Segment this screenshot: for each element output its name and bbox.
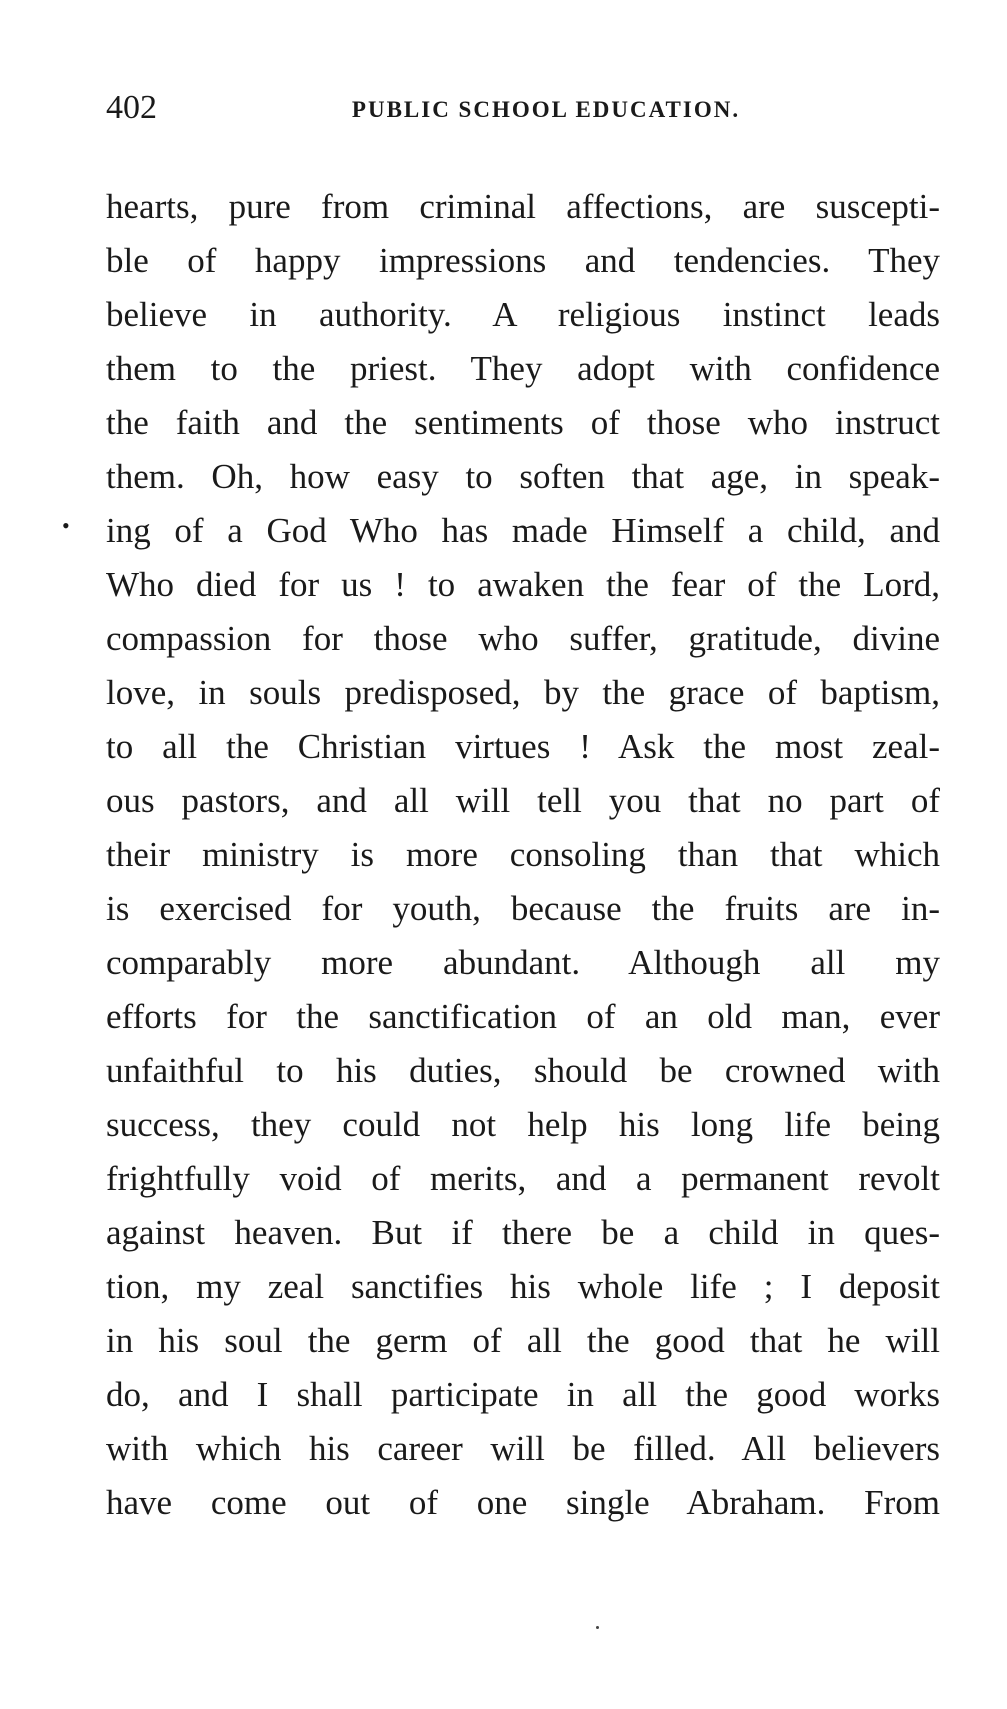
text-line: love, in souls predisposed, by the grace of baptism, <box>106 673 940 712</box>
text-line: frightfully void of merits, and a permanent revolt <box>106 1159 940 1198</box>
text-line: Who died for us ! to awaken the fear of the Lord, <box>106 565 940 604</box>
page-header <box>106 84 946 132</box>
page-number: 402 <box>106 89 157 126</box>
text-line: is exercised for youth, because the fruits are in- <box>106 889 940 928</box>
body-text <box>106 180 940 1530</box>
text-line: unfaithful to his duties, should be crowned with <box>106 1051 940 1090</box>
text-line: comparably more abundant. Although all my <box>106 943 940 982</box>
text-line: them. Oh, how easy to soften that age, in speak- <box>106 457 940 496</box>
text-line: ing of a God Who has made Himself a child, and <box>106 511 940 550</box>
text-line: in his soul the germ of all the good that he will <box>106 1321 940 1360</box>
text-line: hearts, pure from criminal affections, are suscepti- <box>106 187 940 226</box>
text-line: tion, my zeal sanctifies his whole life ; I deposit <box>106 1267 940 1306</box>
text-line: success, they could not help his long life being <box>106 1105 940 1144</box>
text-line: ble of happy impressions and tendencies. They <box>106 241 940 280</box>
text-line: do, and I shall participate in all the good works <box>106 1375 940 1414</box>
text-line: them to the priest. They adopt with confidence <box>106 349 940 388</box>
text-line: efforts for the sanctification of an old man, ever <box>106 997 940 1036</box>
margin-mark: • <box>62 513 70 538</box>
text-line: have come out of one single Abraham. From <box>106 1483 940 1522</box>
text-line: ous pastors, and all will tell you that no part of <box>106 781 940 820</box>
running-head: PUBLIC SCHOOL EDUCATION. <box>351 97 741 122</box>
text-line: their ministry is more consoling than that which <box>106 835 940 874</box>
ink-speck <box>596 1626 599 1629</box>
text-line: believe in authority. A religious instinct leads <box>106 295 940 334</box>
text-line: compassion for those who suffer, gratitude, divine <box>106 619 940 658</box>
text-line: to all the Christian virtues ! Ask the most zeal- <box>106 727 940 766</box>
text-line: with which his career will be filled. All believers <box>106 1429 940 1468</box>
text-line: against heaven. But if there be a child in ques- <box>106 1213 940 1252</box>
text-line: the faith and the sentiments of those who instruct <box>106 403 940 442</box>
